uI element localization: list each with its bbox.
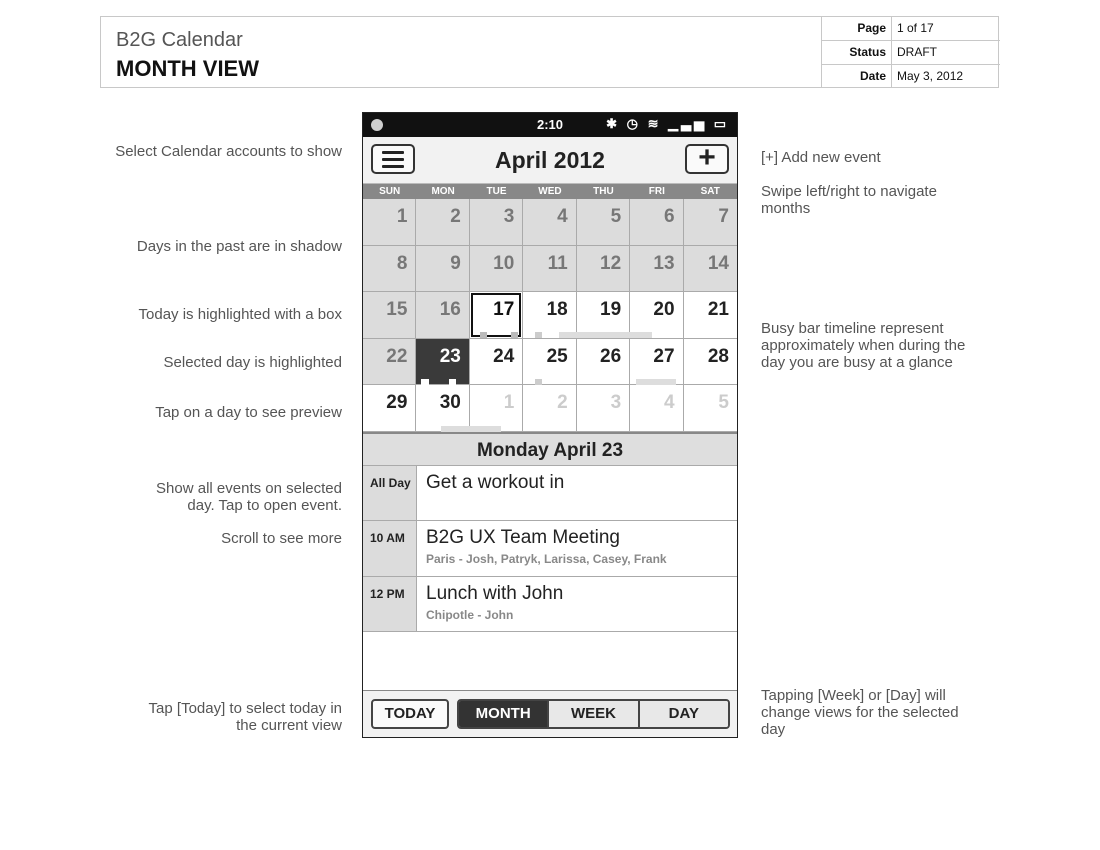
day-view-button[interactable]: DAY	[638, 701, 728, 727]
annotation-swipe: Swipe left/right to navigate months	[761, 183, 937, 217]
annotation-show-events: Show all events on selected day. Tap to open event.	[156, 480, 342, 514]
meta-value: 1 of 17	[897, 21, 934, 35]
day-cell[interactable]: 29	[363, 385, 416, 432]
status-time: 2:10	[536, 117, 564, 132]
meta-value: May 3, 2012	[897, 69, 964, 83]
week-view-button[interactable]: WEEK	[547, 701, 637, 727]
view-switcher	[457, 699, 730, 729]
day-cell[interactable]: 14	[684, 246, 737, 293]
event-title: Get a workout in	[426, 471, 565, 493]
month-grid	[363, 199, 737, 432]
event-time: All Day	[363, 466, 417, 521]
day-cell-today[interactable]: 17	[470, 292, 523, 339]
event-row[interactable]	[363, 466, 737, 522]
weekday-label: WED	[538, 186, 562, 197]
event-details: Chipotle - John	[426, 607, 514, 622]
event-body	[417, 577, 737, 632]
view-title: MONTH VIEW	[116, 56, 259, 81]
day-cell[interactable]: 12	[577, 246, 630, 293]
meta-table	[821, 17, 1000, 87]
annotation-add-event: [+] Add new event	[761, 149, 881, 166]
day-cell-next-month[interactable]: 1	[470, 385, 523, 432]
day-cell[interactable]: 6	[630, 199, 683, 246]
weekday-label: FRI	[648, 186, 665, 197]
day-cell-next-month[interactable]: 4	[630, 385, 683, 432]
day-cell[interactable]: 18	[523, 292, 576, 339]
weekday-header	[363, 184, 737, 199]
day-cell[interactable]: 22	[363, 339, 416, 386]
event-details: Paris - Josh, Patryk, Larissa, Casey, Frank	[426, 552, 667, 567]
day-cell[interactable]: 3	[470, 199, 523, 246]
phone-screen	[362, 112, 738, 738]
event-row[interactable]	[363, 577, 737, 633]
annotation-today-button: Tap [Today] to select today in the current view	[148, 700, 342, 734]
document-header	[100, 16, 999, 88]
status-bar	[363, 113, 737, 137]
event-body	[417, 521, 737, 576]
day-cell[interactable]: 2	[416, 199, 469, 246]
day-cell[interactable]: 21	[684, 292, 737, 339]
meta-row-status	[822, 41, 1000, 65]
annotation-selected-day: Selected day is highlighted	[163, 354, 342, 371]
selected-day-header: Monday April 23	[363, 432, 737, 466]
day-cell[interactable]: 15	[363, 292, 416, 339]
nav-bar	[363, 137, 737, 184]
day-cell[interactable]: 28	[684, 339, 737, 386]
day-cell-next-month[interactable]: 5	[684, 385, 737, 432]
event-title: Lunch with John	[426, 582, 564, 604]
day-cell-next-month[interactable]: 3	[577, 385, 630, 432]
day-cell[interactable]: 1	[363, 199, 416, 246]
event-time: 12 PM	[363, 577, 417, 632]
event-time: 10 AM	[363, 521, 417, 576]
annotation-scroll: Scroll to see more	[221, 530, 342, 547]
day-cell[interactable]: 10	[470, 246, 523, 293]
annotation-today-box: Today is highlighted with a box	[138, 306, 342, 323]
day-cell[interactable]: 5	[577, 199, 630, 246]
day-cell[interactable]: 19	[577, 292, 630, 339]
status-icons: ✱ ◷ ≋ ▁▃▅ ▭	[606, 116, 729, 131]
day-cell[interactable]: 30	[416, 385, 469, 432]
meta-row-date	[822, 65, 1000, 88]
meta-key: Date	[822, 65, 892, 88]
annotation-accounts: Select Calendar accounts to show	[115, 143, 342, 160]
meta-value: DRAFT	[897, 45, 937, 59]
app-title: B2G Calendar	[116, 29, 243, 51]
event-body	[417, 466, 737, 521]
annotation-past-days: Days in the past are in shadow	[136, 238, 342, 255]
add-event-button[interactable]: +	[685, 144, 729, 174]
bottom-toolbar	[363, 690, 737, 737]
day-cell[interactable]: 13	[630, 246, 683, 293]
annotation-busy-bar: Busy bar timeline represent approximately when during the day you are busy at a glance	[761, 320, 966, 371]
weekday-label: THU	[593, 186, 614, 197]
day-cell[interactable]: 11	[523, 246, 576, 293]
day-cell[interactable]: 25	[523, 339, 576, 386]
weekday-label: MON	[431, 186, 455, 197]
day-cell[interactable]: 20	[630, 292, 683, 339]
day-cell[interactable]: 16	[416, 292, 469, 339]
day-cell[interactable]: 26	[577, 339, 630, 386]
day-cell[interactable]: 27	[630, 339, 683, 386]
day-cell[interactable]: 7	[684, 199, 737, 246]
day-cell-next-month[interactable]: 2	[523, 385, 576, 432]
meta-row-page	[822, 17, 1000, 41]
meta-key: Status	[822, 41, 892, 64]
event-title: B2G UX Team Meeting	[426, 527, 620, 549]
day-cell[interactable]: 24	[470, 339, 523, 386]
annotation-week-day: Tapping [Week] or [Day] will change views for the selected day	[761, 687, 959, 738]
today-button[interactable]: TODAY	[371, 699, 449, 729]
day-cell[interactable]: 8	[363, 246, 416, 293]
day-cell-selected[interactable]: 23	[416, 339, 469, 386]
month-title: April 2012	[495, 147, 605, 173]
weekday-label: SUN	[379, 186, 401, 197]
weekday-label: TUE	[486, 186, 507, 197]
event-row[interactable]	[363, 521, 737, 577]
meta-key: Page	[822, 17, 892, 40]
annotation-tap-preview: Tap on a day to see preview	[155, 404, 342, 421]
weekday-label: SAT	[700, 186, 720, 197]
day-cell[interactable]: 9	[416, 246, 469, 293]
day-cell[interactable]: 4	[523, 199, 576, 246]
month-view-button[interactable]: MONTH	[459, 701, 547, 727]
